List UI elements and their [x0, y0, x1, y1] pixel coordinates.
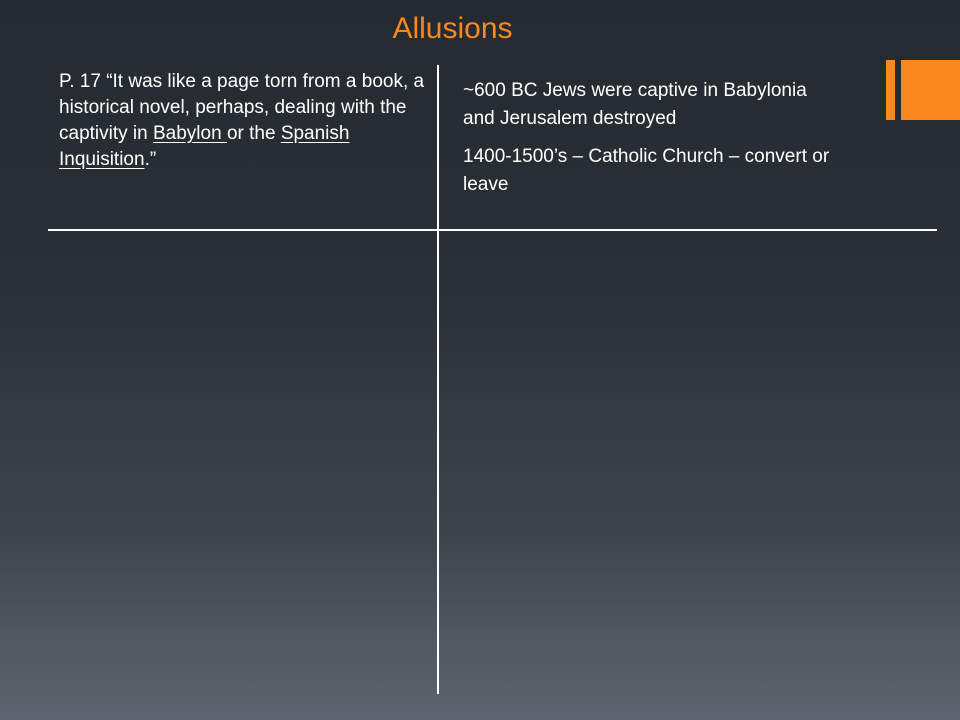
note-babylonian-captivity: ~600 BC Jews were captive in Babylonia and Jerusalem destroyed [463, 80, 807, 129]
note-spanish-inquisition: 1400-1500’s – Catholic Church – convert or leave [463, 146, 830, 195]
accent-block [901, 60, 960, 120]
vertical-divider [437, 65, 439, 694]
allusion-notes [463, 77, 833, 209]
quote-prefix: P. 17 “It was like a page torn from a book, a historical novel, perhaps, dealing with the captivity in [59, 71, 425, 144]
accent-decoration [886, 60, 960, 120]
quote-middle: or the [226, 123, 281, 144]
slide-title: Allusions [392, 12, 513, 45]
horizontal-divider [48, 229, 937, 231]
link-babylon[interactable]: Babylon [152, 123, 227, 144]
link-spanish-inquisition[interactable]: Spanish Inquisition [59, 123, 350, 170]
accent-bar [886, 60, 895, 120]
quote-suffix: .” [144, 149, 157, 170]
book-quote [59, 69, 431, 173]
